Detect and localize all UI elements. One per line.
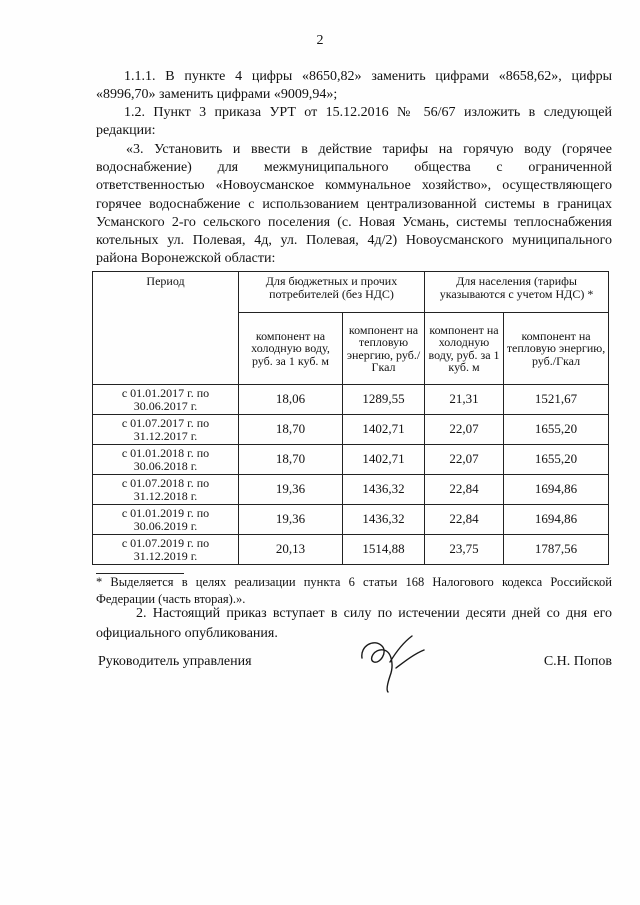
cell-heat-budget: 1402,71 — [343, 415, 425, 445]
cell-cold-population: 21,31 — [425, 385, 504, 415]
tariff-table-wrapper — [92, 271, 608, 564]
cell-cold-budget: 18,70 — [239, 445, 343, 475]
cell-period: с 01.01.2018 г. по 30.06.2018 г. — [93, 445, 239, 475]
table-row — [93, 415, 609, 445]
header-cold-water-population: компонент на холодную воду, руб. за 1 куб. м — [425, 313, 504, 385]
cell-cold-budget: 20,13 — [239, 535, 343, 565]
cell-heat-population: 1694,86 — [504, 475, 609, 505]
table-row — [93, 505, 609, 535]
cell-cold-budget: 19,36 — [239, 505, 343, 535]
cell-heat-population: 1521,67 — [504, 385, 609, 415]
table-row — [93, 445, 609, 475]
cell-cold-population: 22,84 — [425, 475, 504, 505]
signatory-position: Руководитель управления — [98, 654, 252, 669]
header-population: Для населения (тарифы указываются с учетом НДС) * — [425, 272, 609, 313]
signature-stroke — [362, 636, 424, 692]
closing-paragraph: 2. Настоящий приказ вступает в силу по истечении десяти дней со дня его официального опубликования. — [96, 606, 612, 641]
header-cold-water-budget: компонент на холодную воду, руб. за 1 куб. м — [239, 313, 343, 385]
cell-period: с 01.01.2017 г. по 30.06.2017 г. — [93, 385, 239, 415]
header-heat-population: компонент на тепловую энергию, руб./Гкал — [504, 313, 609, 385]
cell-period: с 01.07.2017 г. по 31.12.2017 г. — [93, 415, 239, 445]
cell-cold-budget: 18,06 — [239, 385, 343, 415]
cell-cold-population: 22,07 — [425, 415, 504, 445]
paragraph-1-2: 1.2. Пункт 3 приказа УРТ от 15.12.2016 № 56/67 изложить в следующей редакции: — [96, 105, 612, 139]
table-row — [93, 385, 609, 415]
cell-period: с 01.07.2019 г. по 31.12.2019 г. — [93, 535, 239, 565]
cell-heat-population: 1655,20 — [504, 445, 609, 475]
paragraph-1-1-1: 1.1.1. В пункте 4 цифры «8650,82» заменить цифрами «8658,62», цифры «8996,70» заменить цифрами «9009,94»; — [96, 69, 612, 103]
table-row — [93, 475, 609, 505]
cell-heat-population: 1694,86 — [504, 505, 609, 535]
cell-cold-population: 22,07 — [425, 445, 504, 475]
cell-heat-budget: 1402,71 — [343, 445, 425, 475]
cell-cold-budget: 19,36 — [239, 475, 343, 505]
cell-heat-budget: 1436,32 — [343, 475, 425, 505]
header-budget-consumers: Для бюджетных и прочих потребителей (без НДС) — [239, 272, 425, 313]
cell-cold-budget: 18,70 — [239, 415, 343, 445]
footnote: * Выделяется в целях реализации пункта 6 статьи 168 Налогового кодекса Российской Федерации (часть вторая).». — [96, 575, 612, 606]
cell-heat-population: 1787,56 — [504, 535, 609, 565]
page-number: 2 — [316, 33, 324, 48]
signatory-name: С.Н. Попов — [543, 654, 612, 669]
tariff-table — [92, 271, 609, 565]
cell-heat-population: 1655,20 — [504, 415, 609, 445]
cell-heat-budget: 1514,88 — [343, 535, 425, 565]
handwritten-signature — [352, 632, 432, 694]
header-period: Период — [93, 272, 239, 385]
cell-period: с 01.07.2018 г. по 31.12.2018 г. — [93, 475, 239, 505]
table-row — [93, 535, 609, 565]
header-heat-budget: компонент на тепловую энергию, руб./Гкал — [343, 313, 425, 385]
cell-heat-budget: 1289,55 — [343, 385, 425, 415]
cell-period: с 01.01.2019 г. по 30.06.2019 г. — [93, 505, 239, 535]
cell-heat-budget: 1436,32 — [343, 505, 425, 535]
cell-cold-population: 23,75 — [425, 535, 504, 565]
paragraph-3-quote: «3. Установить и ввести в действие тарифы на горячую воду (горячее водоснабжение) для межмуниципального общества с ограниченной ответственностью «Новоусманское коммунальное хозяйство», осуществляющего горячее водоснабжение с использованием централизованной системы в границах Усманского 2-го сельского поселения (с. Новая Усмань, системы теплоснабжения котельных ул. Полевая, 4д, ул. Полевая, 4д/2) Новоусманского муниципального района Воронежской области: — [96, 142, 612, 267]
cell-cold-population: 22,84 — [425, 505, 504, 535]
